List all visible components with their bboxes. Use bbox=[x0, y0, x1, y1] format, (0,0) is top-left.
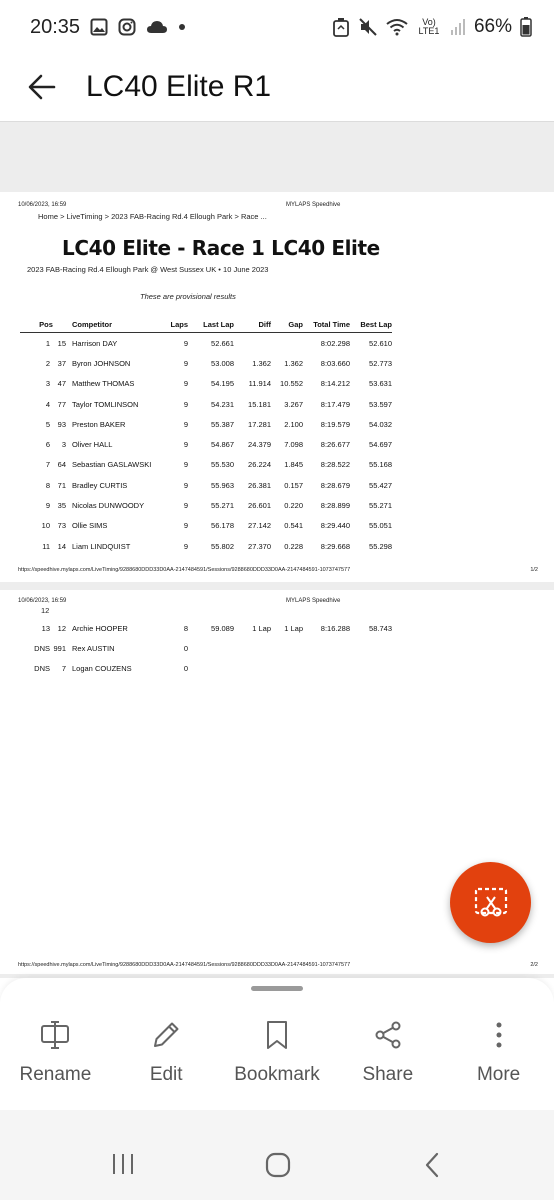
bookmark-icon bbox=[265, 1018, 289, 1052]
row-gap: 3.267 bbox=[284, 399, 303, 409]
row-pos: 8 bbox=[45, 480, 50, 490]
row-last-lap: 55.530 bbox=[211, 460, 234, 470]
row-pos: 2 bbox=[45, 358, 50, 368]
table-row bbox=[20, 434, 392, 454]
signal-icon bbox=[450, 18, 466, 36]
row-total-time: 8:28.679 bbox=[320, 480, 350, 490]
race-subtitle: 2023 FAB-Racing Rd.4 Ellough Park @ West Sussex UK • 10 June 2023 bbox=[27, 265, 269, 274]
more-label: More bbox=[476, 1064, 521, 1085]
row-laps: 8 bbox=[183, 623, 188, 633]
row-competitor: Harrison DAY bbox=[72, 338, 118, 348]
row-number: 7 bbox=[61, 664, 66, 674]
row-number: 12 bbox=[57, 623, 66, 633]
table-row bbox=[20, 455, 392, 475]
row-last-lap: 52.661 bbox=[211, 338, 234, 348]
row-pos: 6 bbox=[45, 440, 50, 450]
row-gap: 7.098 bbox=[284, 440, 303, 450]
row-last-lap: 59.089 bbox=[211, 623, 234, 633]
results-table-continued bbox=[20, 618, 392, 679]
row-laps: 9 bbox=[183, 338, 188, 348]
row-pos: 9 bbox=[45, 501, 50, 511]
breadcrumb: Home > LiveTiming > 2023 FAB-Racing Rd.4 Ellough Park > Race ... bbox=[38, 212, 267, 221]
row-competitor: Ollie SIMS bbox=[72, 521, 108, 531]
home-button[interactable] bbox=[265, 1152, 291, 1178]
provisional-note: These are provisional results bbox=[140, 292, 236, 301]
row-competitor: Bradley CURTIS bbox=[72, 480, 128, 490]
row-last-lap: 54.231 bbox=[211, 399, 234, 409]
row-best-lap: 55.427 bbox=[369, 480, 392, 490]
system-navigation-bar bbox=[0, 1110, 554, 1200]
row-total-time: 8:19.579 bbox=[320, 419, 350, 429]
row-pos: 4 bbox=[45, 399, 50, 409]
page-number: 1/2 bbox=[530, 567, 538, 573]
table-row bbox=[20, 659, 392, 679]
status-bar bbox=[0, 0, 554, 54]
row-number: 15 bbox=[57, 338, 66, 348]
row-competitor: Archie HOOPER bbox=[72, 623, 128, 633]
row-last-lap: 56.178 bbox=[211, 521, 234, 531]
row-gap: 0.220 bbox=[284, 501, 303, 511]
row-pos: 13 bbox=[41, 623, 50, 633]
row-laps: 9 bbox=[183, 541, 188, 551]
page-footer-url: https://speedhive.mylaps.com/LiveTiming/9288680DDD33D0AA-2147484591/Sessions/9288680DDD33D0AA-2147484591-1073747577 bbox=[18, 962, 351, 968]
row-laps: 9 bbox=[183, 419, 188, 429]
arrow-left-icon bbox=[28, 73, 56, 101]
rename-label: Rename bbox=[19, 1064, 92, 1085]
row-pos: 7 bbox=[45, 460, 50, 470]
status-time: 20:35 bbox=[30, 15, 81, 38]
carryover-row-pos: 12 bbox=[41, 606, 50, 615]
row-gap: 10.552 bbox=[280, 379, 303, 389]
page-header-date: 10/06/2023, 16:59 bbox=[18, 202, 67, 208]
row-last-lap: 55.387 bbox=[211, 419, 234, 429]
battery-percent: 66% bbox=[473, 16, 512, 37]
back-button[interactable] bbox=[12, 57, 72, 117]
rename-icon bbox=[40, 1018, 70, 1052]
row-diff: 17.281 bbox=[248, 419, 271, 429]
recycle-icon bbox=[332, 17, 350, 37]
row-pos: 11 bbox=[42, 541, 50, 551]
row-gap: 0.228 bbox=[284, 541, 303, 551]
row-competitor: Matthew THOMAS bbox=[72, 379, 135, 389]
row-total-time: 8:16.288 bbox=[320, 623, 350, 633]
row-last-lap: 53.008 bbox=[211, 358, 234, 368]
row-competitor: Rex AUSTIN bbox=[72, 643, 115, 653]
row-number: 64 bbox=[57, 460, 66, 470]
results-header-row bbox=[20, 317, 392, 333]
row-competitor: Taylor TOMLINSON bbox=[72, 399, 139, 409]
table-row bbox=[20, 516, 392, 536]
row-diff: 26.381 bbox=[248, 480, 271, 490]
row-total-time: 8:28.522 bbox=[320, 460, 350, 470]
home-icon bbox=[265, 1152, 291, 1178]
row-laps: 9 bbox=[183, 379, 188, 389]
notification-dot-icon bbox=[178, 23, 186, 31]
row-pos: 1 bbox=[45, 338, 50, 348]
row-number: 93 bbox=[57, 419, 66, 429]
recent-apps-button[interactable] bbox=[110, 1152, 136, 1176]
row-laps: 9 bbox=[183, 480, 188, 490]
share-icon bbox=[373, 1018, 403, 1052]
bookmark-button[interactable] bbox=[222, 1018, 333, 1086]
network-label: Vo) LTE1 bbox=[418, 17, 440, 36]
row-diff: 27.142 bbox=[248, 521, 271, 531]
row-last-lap: 54.867 bbox=[211, 440, 234, 450]
row-diff: 26.224 bbox=[248, 460, 271, 470]
row-total-time: 8:28.899 bbox=[320, 501, 350, 511]
col-pos: Pos bbox=[39, 320, 53, 329]
rename-button[interactable] bbox=[0, 1018, 111, 1086]
row-last-lap: 55.271 bbox=[211, 501, 234, 511]
page-number: 2/2 bbox=[530, 962, 538, 968]
row-best-lap: 55.298 bbox=[369, 541, 392, 551]
edit-button[interactable] bbox=[111, 1018, 222, 1086]
app-bar bbox=[0, 54, 554, 120]
row-laps: 9 bbox=[183, 521, 188, 531]
col-last-lap: Last Lap bbox=[203, 320, 234, 329]
row-competitor: Byron JOHNSON bbox=[72, 358, 131, 368]
row-total-time: 8:29.668 bbox=[320, 541, 350, 551]
row-number: 3 bbox=[61, 440, 66, 450]
row-total-time: 8:26.677 bbox=[320, 440, 350, 450]
row-competitor: Logan COUZENS bbox=[72, 664, 132, 674]
row-best-lap: 55.168 bbox=[369, 460, 392, 470]
gallery-icon bbox=[90, 18, 108, 36]
row-total-time: 8:02.298 bbox=[320, 338, 350, 348]
table-row bbox=[20, 475, 392, 495]
col-best-lap: Best Lap bbox=[360, 320, 392, 329]
results-table bbox=[20, 317, 392, 556]
bookmark-label: Bookmark bbox=[234, 1064, 320, 1085]
row-diff: 1.362 bbox=[252, 358, 271, 368]
page-title: LC40 Elite R1 bbox=[86, 70, 272, 103]
row-number: 47 bbox=[57, 379, 66, 389]
bottom-action-bar bbox=[0, 978, 554, 1110]
row-gap: 1.362 bbox=[284, 358, 303, 368]
table-row bbox=[20, 374, 392, 394]
table-row bbox=[20, 638, 392, 658]
row-best-lap: 53.597 bbox=[369, 399, 392, 409]
row-gap: 0.157 bbox=[284, 480, 303, 490]
race-title: LC40 Elite - Race 1 LC40 Elite bbox=[62, 236, 380, 260]
recent-apps-icon bbox=[110, 1152, 136, 1176]
screen-capture-button[interactable] bbox=[450, 862, 531, 943]
row-competitor: Preston BAKER bbox=[72, 419, 126, 429]
row-diff: 26.601 bbox=[248, 501, 271, 511]
row-best-lap: 54.032 bbox=[369, 419, 392, 429]
page-header-site: MYLAPS Speedhive bbox=[286, 202, 341, 208]
row-number: 71 bbox=[57, 480, 66, 490]
row-competitor: Sebastian GASLAWSKI bbox=[72, 460, 152, 470]
row-total-time: 8:29.440 bbox=[320, 521, 350, 531]
battery-icon bbox=[520, 17, 532, 37]
row-pos: DNS bbox=[34, 643, 50, 653]
instagram-icon bbox=[118, 18, 136, 36]
more-vertical-icon bbox=[494, 1018, 504, 1052]
row-pos: DNS bbox=[34, 664, 50, 674]
share-button[interactable] bbox=[332, 1018, 443, 1086]
row-laps: 0 bbox=[183, 643, 188, 653]
page-footer-url: https://speedhive.mylaps.com/LiveTiming/9288680DDD33D0AA-2147484591/Sessions/9288680DDD33D0AA-2147484591-1073747577 bbox=[18, 567, 351, 573]
row-last-lap: 55.802 bbox=[211, 541, 234, 551]
table-row bbox=[20, 394, 392, 414]
row-last-lap: 54.195 bbox=[211, 379, 234, 389]
row-total-time: 8:17.479 bbox=[320, 399, 350, 409]
row-gap: 1.845 bbox=[284, 460, 303, 470]
col-laps: Laps bbox=[170, 320, 188, 329]
page-header-date: 10/06/2023, 16:59 bbox=[18, 598, 67, 604]
table-row bbox=[20, 618, 392, 638]
col-competitor: Competitor bbox=[72, 320, 112, 329]
table-row bbox=[20, 495, 392, 515]
row-diff: 11.914 bbox=[248, 379, 271, 389]
col-gap: Gap bbox=[288, 320, 303, 329]
row-best-lap: 52.610 bbox=[369, 338, 392, 348]
page-header-site: MYLAPS Speedhive bbox=[286, 598, 341, 604]
row-best-lap: 58.743 bbox=[369, 623, 392, 633]
row-pos: 10 bbox=[41, 521, 50, 531]
table-row bbox=[20, 333, 392, 353]
col-diff: Diff bbox=[258, 320, 271, 329]
table-row bbox=[20, 414, 392, 434]
row-laps: 9 bbox=[183, 501, 188, 511]
more-button[interactable] bbox=[443, 1018, 554, 1086]
row-laps: 9 bbox=[183, 399, 188, 409]
row-number: 14 bbox=[57, 541, 66, 551]
row-number: 73 bbox=[57, 521, 66, 531]
share-label: Share bbox=[362, 1064, 414, 1085]
row-gap: 1 Lap bbox=[284, 623, 303, 633]
row-number: 991 bbox=[53, 643, 66, 653]
edit-label: Edit bbox=[149, 1064, 183, 1085]
row-competitor: Oliver HALL bbox=[72, 440, 113, 450]
row-laps: 9 bbox=[183, 460, 188, 470]
row-number: 35 bbox=[57, 501, 66, 511]
pencil-icon bbox=[151, 1018, 181, 1052]
row-best-lap: 55.051 bbox=[369, 521, 392, 531]
row-number: 77 bbox=[57, 399, 66, 409]
row-diff: 24.379 bbox=[248, 440, 271, 450]
row-gap: 2.100 bbox=[284, 419, 303, 429]
row-gap: 0.541 bbox=[284, 521, 303, 531]
mute-icon bbox=[358, 17, 378, 37]
row-competitor: Nicolas DUNWOODY bbox=[72, 501, 145, 511]
row-diff: 27.370 bbox=[248, 541, 271, 551]
pdf-viewer[interactable] bbox=[0, 121, 554, 978]
wifi-icon bbox=[386, 18, 408, 36]
row-competitor: Liam LINDQUIST bbox=[72, 541, 131, 551]
row-last-lap: 55.963 bbox=[211, 480, 234, 490]
col-total-time: Total Time bbox=[313, 320, 350, 329]
row-best-lap: 53.631 bbox=[369, 379, 392, 389]
row-pos: 3 bbox=[45, 379, 50, 389]
row-pos: 5 bbox=[45, 419, 50, 429]
row-total-time: 8:03.660 bbox=[320, 358, 350, 368]
row-best-lap: 55.271 bbox=[369, 501, 392, 511]
row-diff: 1 Lap bbox=[252, 623, 271, 633]
system-back-button[interactable] bbox=[424, 1152, 440, 1178]
row-best-lap: 52.773 bbox=[369, 358, 392, 368]
row-laps: 9 bbox=[183, 440, 188, 450]
row-number: 37 bbox=[57, 358, 66, 368]
row-laps: 9 bbox=[183, 358, 188, 368]
table-row bbox=[20, 353, 392, 373]
row-diff: 15.181 bbox=[248, 399, 271, 409]
row-best-lap: 54.697 bbox=[369, 440, 392, 450]
pdf-page-1 bbox=[0, 192, 554, 582]
chevron-left-icon bbox=[424, 1152, 440, 1178]
row-total-time: 8:14.212 bbox=[320, 379, 350, 389]
screen-capture-icon bbox=[473, 885, 509, 921]
drag-handle[interactable] bbox=[251, 986, 303, 991]
row-laps: 0 bbox=[183, 664, 188, 674]
cloud-icon bbox=[146, 19, 168, 35]
table-row bbox=[20, 536, 392, 556]
